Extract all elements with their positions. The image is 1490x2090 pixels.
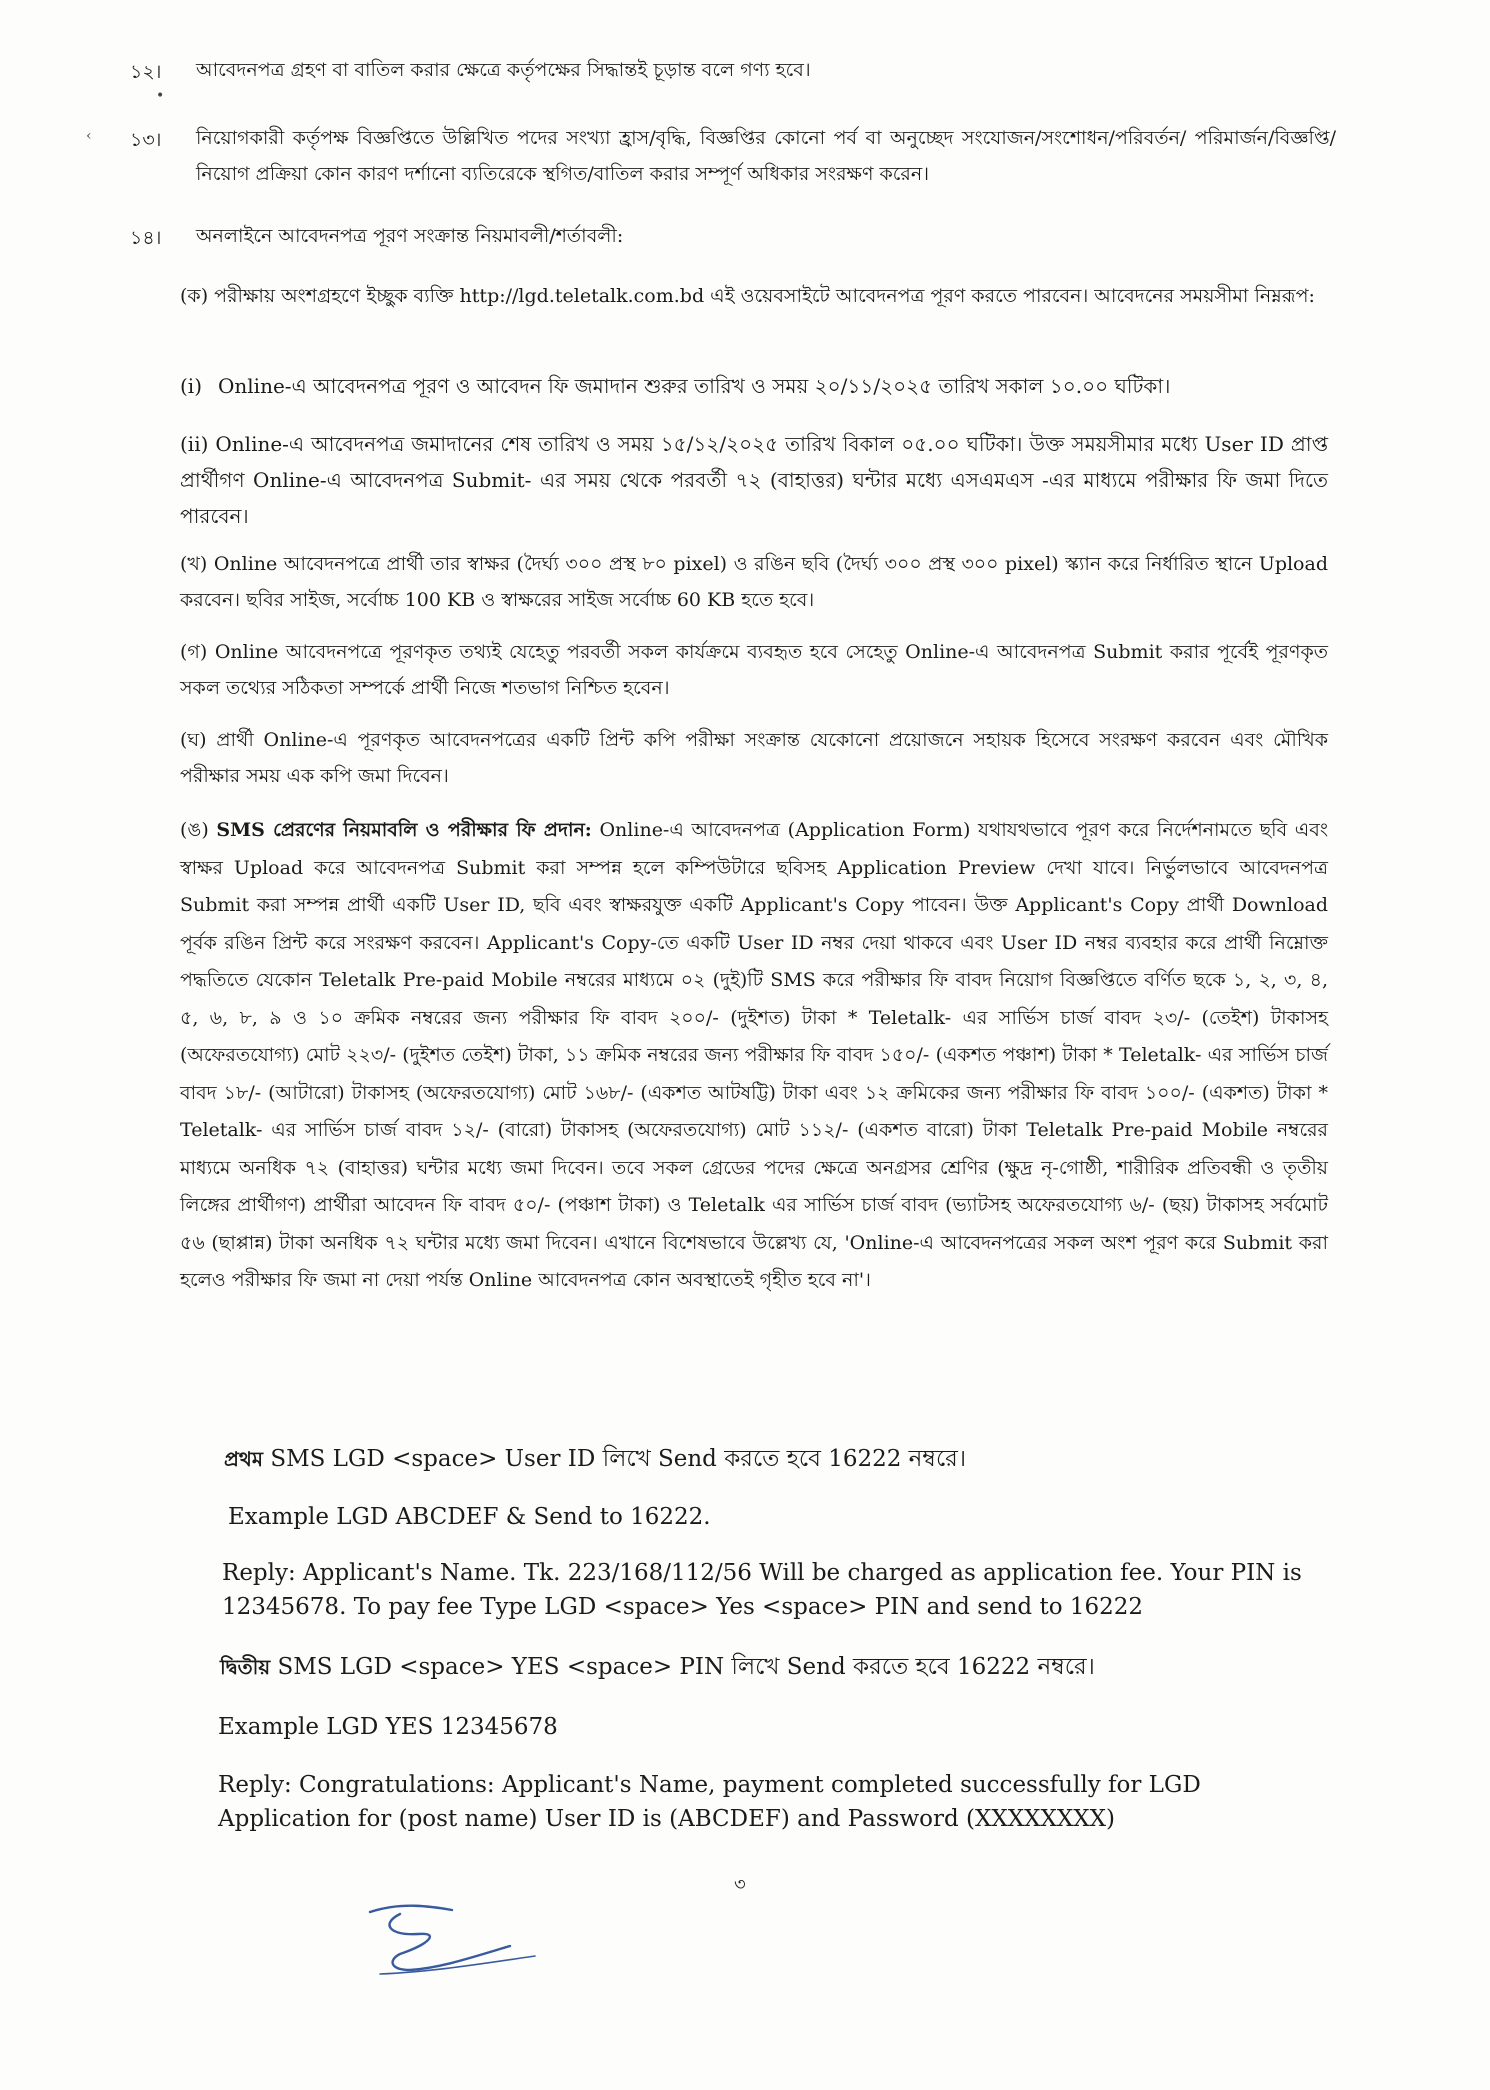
sms-second-text: SMS LGD <space> YES <space> PIN লিখে Send করতে হবে 16222 নম্বরে।: [277, 1654, 1095, 1680]
stray-mark: •: [156, 88, 165, 104]
sub-item-ga: [180, 634, 1328, 706]
sub-item-i: [180, 368, 1328, 404]
sub-text: Online-এ আবেদনপত্র (Application Form) যথাযথভাবে পূরণ করে নির্দেশনামতে ছবি এবং স্বাক্ষর Upload করে আবেদনপত্র Submit করা সম্পন্ন হলে কম্পিউটারে ছবিসহ Application Preview দেখা যাবে। নির্ভুলভাবে আবেদনপত্র Submit করা সম্পন্ন প্রার্থী একটি User ID, ছবি এবং স্বাক্ষরযুক্ত একটি Applicant's Copy পাবেন। উক্ত Applicant's Copy প্রার্থী Download পূর্বক রঙিন প্রিন্ট করে সংরক্ষণ করবেন। Applicant's Copy-তে একটি User ID নম্বর দেয়া থাকবে এবং User ID নম্বর ব্যবহার করে প্রার্থী নিম্নোক্ত পদ্ধতিতে যেকোন Teletalk Pre-paid Mobile নম্বরের মাধ্যমে ০২ (দুই)টি SMS করে পরীক্ষার ফি বাবদ নিয়োগ বিজ্ঞপ্তিতে বর্ণিত ছকে ১, ২, ৩, ৪, ৫, ৬, ৮, ৯ ও ১০ ক্রমিক নম্বরের জন্য পরীক্ষার ফি বাবদ ২০০/- (দুইশত) টাকা * Teletalk- এর সার্ভিস চার্জ বাবদ ২৩/- (তেইশ) টাকাসহ (অফেরতযোগ্য) মোট ২২৩/- (দুইশত তেইশ) টাকা, ১১ ক্রমিক নম্বরের জন্য পরীক্ষার ফি বাবদ ১৫০/- (একশত পঞ্চাশ) টাকা * Teletalk- এর সার্ভিস চার্জ বাবদ ১৮/- (আটারো) টাকাসহ (অফেরতযোগ্য) মোট ১৬৮/- (একশত আটষট্টি) টাকা এবং ১২ ক্রমিকের জন্য পরীক্ষার ফি বাবদ ১০০/- (একশত) টাকা * Teletalk- এর সার্ভিস চার্জ বাবদ ১২/- (বারো) টাকাসহ (অফেরতযোগ্য) মোট ১১২/- (একশত বারো) টাকা Teletalk Pre-paid Mobile নম্বরের মাধ্যমে অনধিক ৭২ (বাহাত্তর) ঘন্টার মধ্যে জমা দিবেন। তবে সকল গ্রেডের পদের ক্ষেত্রে অনগ্রসর শ্রেণির (ক্ষুদ্র নৃ-গোষ্ঠী, শারীরিক প্রতিবন্ধী ও তৃতীয় লিঙ্গের প্রার্থীগণ) প্রার্থীরা আবেদন ফি বাবদ ৫০/- (পঞ্চাশ টাকা) ও Teletalk এর সার্ভিস চার্জ বাবদ (ভ্যাটসহ অফেরতযোগ্য ৬/- (ছয়) টাকাসহ সর্বমোট ৫৬ (ছাপ্পান্ন) টাকা অনধিক ৭২ ঘন্টার মধ্যে জমা দিবেন। এখানে বিশেষভাবে উল্লেখ্য যে, 'Online-এ আবেদনপত্রের সকল অংশ পূরণ করে Submit করা হলেও পরীক্ষার ফি জমা না দেয়া পর্যন্ত Online আবেদনপত্র কোন অবস্থাতেই গৃহীত হবে না'।: [180, 819, 1329, 1291]
sms-first-label: প্রথম: [224, 1447, 263, 1471]
sub-marker: (গ): [180, 641, 208, 663]
sms-first-text: SMS LGD <space> User ID লিখে Send করতে হবে 16222 নম্বরে।: [270, 1446, 967, 1472]
sub-text: Online-এ আবেদনপত্র পূরণ ও আবেদন ফি জমাদান শুরুর তারিখ ও সময় ২০/১১/২০২৫ তারিখ সকাল ১০.০০ ঘটিকা।: [218, 374, 1171, 398]
item-number: ১৪।: [130, 227, 162, 249]
sub-marker: (খ): [180, 553, 208, 575]
sub-marker: (ii): [180, 432, 209, 456]
item-text: আবেদনপত্র গ্রহণ বা বাতিল করার ক্ষেত্রে কর্তৃপক্ষের সিদ্ধান্তই চূড়ান্ত বলে গণ্য হবে।: [196, 59, 811, 81]
item-text: নিয়োগকারী কর্তৃপক্ষ বিজ্ঞপ্তিতে উল্লিখিত পদের সংখ্যা হ্রাস/বৃদ্ধি, বিজ্ঞপ্তির কোনো পর্ব বা অনুচ্ছেদ সংযোজন/সংশোধন/পরিবর্তন/ পরিমার্জন/বিজ্ঞপ্তি/নিয়োগ প্রক্রিয়া কোন কারণ দর্শানো ব্যতিরেকে স্থগিত/বাতিল করার সম্পূর্ণ অধিকার সংরক্ষণ করেন।: [196, 127, 1336, 185]
sub-heading: SMS প্রেরণের নিয়মাবলি ও পরীক্ষার ফি প্রদান:: [216, 819, 592, 841]
item-number: ১৩।: [130, 129, 162, 151]
sub-marker: (ঙ): [180, 819, 209, 841]
sub-text: প্রার্থী Online-এ পূরণকৃত আবেদনপত্রের একটি প্রিন্ট কপি পরীক্ষা সংক্রান্ত যেকোনো প্রয়োজনে সহায়ক হিসেবে সংরক্ষণ করবেন এবং মৌখিক পরীক্ষার সময় এক কপি জমা দিবেন।: [180, 729, 1328, 787]
sms-example-2: Example LGD YES 12345678: [218, 1714, 558, 1740]
sub-text: পরীক্ষায় অংশগ্রহণে ইচ্ছুক ব্যক্তি http://lgd.teletalk.com.bd এই ওয়েবসাইটে আবেদনপত্র পূরণ করতে পারবেন। আবেদনের সময়সীমা নিম্নরূপ:: [214, 285, 1315, 307]
sms-reply-2: Reply: Congratulations: Applicant's Name, payment completed successfully for LGD Application for (post name) User ID is (ABCDEF) and Password (XXXXXXXX): [218, 1772, 1201, 1832]
sub-text: Online আবেদনপত্রে পূরণকৃত তথ্যই যেহেতু পরবর্তী সকল কার্যক্রমে ব্যবহৃত হবে সেহেতু Online-এ আবেদনপত্র Submit করার পূর্বেই পূরণকৃত সকল তথ্যের সঠিকতা সম্পর্কে প্রার্থী নিজে শতভাগ নিশ্চিত হবেন।: [180, 641, 1328, 699]
sms-second-line: [220, 1650, 1330, 1684]
item-number: ১২।: [130, 61, 162, 83]
sub-text: Online-এ আবেদনপত্র জমাদানের শেষ তারিখ ও সময় ১৫/১২/২০২৫ তারিখ বিকাল ০৫.০০ ঘটিকা। উক্ত সময়সীমার মধ্যে User ID প্রাপ্ত প্রার্থীগণ Online-এ আবেদনপত্র Submit- এর সময় থেকে পরবর্তী ৭২ (বাহাত্তর) ঘন্টার মধ্যে এসএমএস -এর মাধ্যমে পরীক্ষার ফি জমা দিতে পারবেন।: [180, 432, 1329, 528]
signature-image: [360, 1884, 540, 1994]
page-number: ৩: [734, 1874, 746, 1895]
sub-text: Online আবেদনপত্রে প্রার্থী তার স্বাক্ষর (দৈর্ঘ্য ৩০০ প্রস্থ ৮০ pixel) ও রঙিন ছবি (দৈর্ঘ্য ৩০০ প্রস্থ ৩০০ pixel) স্ক্যান করে নির্ধারিত স্থানে Upload করবেন। ছবির সাইজ, সর্বোচ্চ 100 KB ও স্বাক্ষরের সাইজ সর্বোচ্চ 60 KB হতে হবে।: [180, 553, 1328, 611]
sub-item-gha: [180, 722, 1328, 794]
sub-marker: (ক): [180, 285, 209, 307]
sub-marker: (ঘ): [180, 729, 207, 751]
sub-item-ka: [180, 278, 1328, 314]
sms-example-1: Example LGD ABCDEF & Send to 16222.: [228, 1504, 711, 1530]
item-text: অনলাইনে আবেদনপত্র পূরণ সংক্রান্ত নিয়মাবলী/শর্তাবলী:: [196, 225, 624, 247]
sub-item-umo: [180, 812, 1328, 1300]
sub-item-kha: [180, 546, 1328, 618]
stray-mark: ‹: [86, 128, 92, 144]
sms-reply-1: Reply: Applicant's Name. Tk. 223/168/112/56 Will be charged as application fee. Your PIN is 12345678. To pay fee Type LGD <space> Yes <space> PIN and send to 16222: [222, 1560, 1302, 1620]
sms-second-label: দ্বিতীয়: [220, 1655, 271, 1679]
sub-item-ii: [180, 426, 1328, 534]
sms-first-line: [224, 1442, 1334, 1476]
sub-marker: (i): [180, 374, 203, 398]
